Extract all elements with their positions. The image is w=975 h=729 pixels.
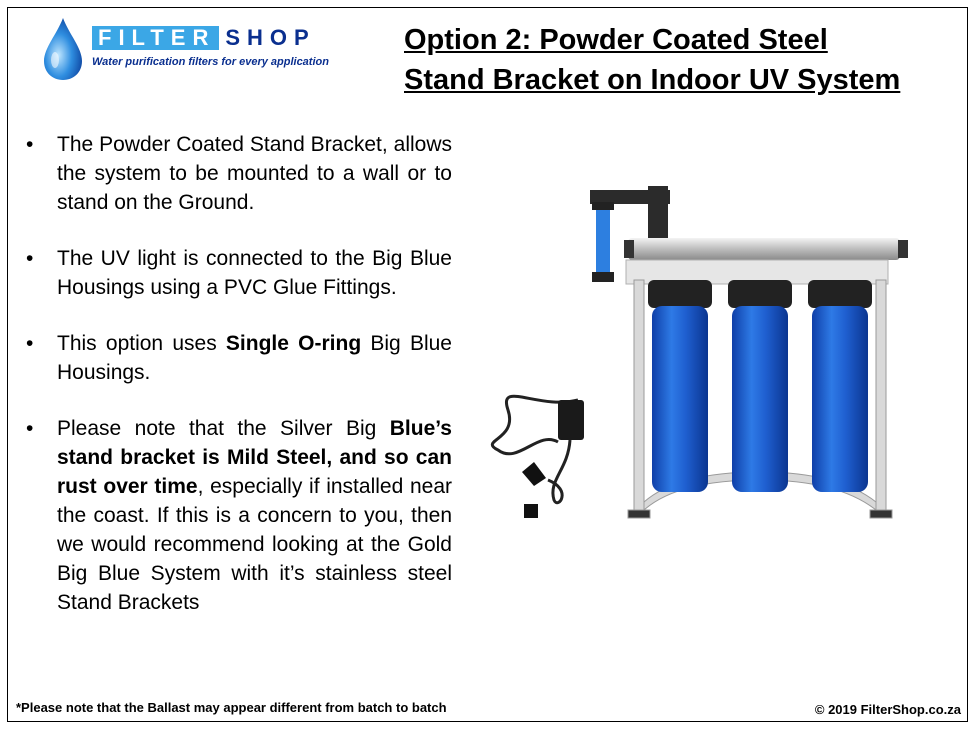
list-item — [22, 130, 452, 217]
brand-shop-text: SHOP — [225, 25, 316, 50]
list-item — [22, 329, 452, 387]
title-line-2: Stand Bracket on Indoor UV System — [404, 64, 901, 96]
water-drop-icon — [40, 16, 86, 82]
bullet-icon: • — [26, 247, 34, 270]
copyright-text: © 2019 FilterShop.co.za — [814, 702, 961, 717]
ballast-power-supply — [492, 396, 584, 518]
page-title — [404, 20, 900, 100]
uv-lamp — [624, 238, 908, 260]
bullet-text: Please note that the Silver Big — [57, 417, 390, 440]
bullet-bold-text: Single O-ring — [225, 332, 362, 355]
feature-list — [22, 130, 452, 644]
bullet-icon: • — [26, 332, 34, 355]
filtershop-logo — [40, 16, 380, 86]
bullet-bold-text: Blue’s stand bracket is Mild Steel, and so can rust over time — [57, 417, 452, 498]
list-item — [22, 244, 452, 302]
uv-system-product-image — [478, 180, 938, 540]
bullet-text: The UV light is connected to the Big Blue Housings using a PVC Glue Fittings. — [57, 247, 452, 299]
title-line-1: Option 2: Powder Coated Steel — [404, 24, 828, 56]
brand-filter-text: FILTER — [92, 26, 219, 50]
bullet-icon: • — [26, 133, 34, 156]
bullet-text: The Powder Coated Stand Bracket, allows the system to be mounted to a wall or to stand on the Ground. — [57, 133, 452, 214]
bullet-text: Big Blue Housings. — [57, 332, 452, 384]
ballast-footnote: *Please note that the Ballast may appear different from batch to batch — [16, 700, 447, 715]
bullet-icon: • — [26, 417, 34, 440]
bullet-text: , especially if installed near the coast. If this is a concern to you, then we would recommend looking at the Gold Big Blue System with it’s stainless steel Stand Brackets — [57, 475, 452, 614]
bullet-text: This option uses — [57, 332, 226, 355]
brand-tagline: Water purification filters for every application — [92, 56, 329, 68]
list-item — [22, 414, 452, 617]
brand-wordmark — [92, 26, 316, 50]
filter-housings — [648, 280, 872, 492]
